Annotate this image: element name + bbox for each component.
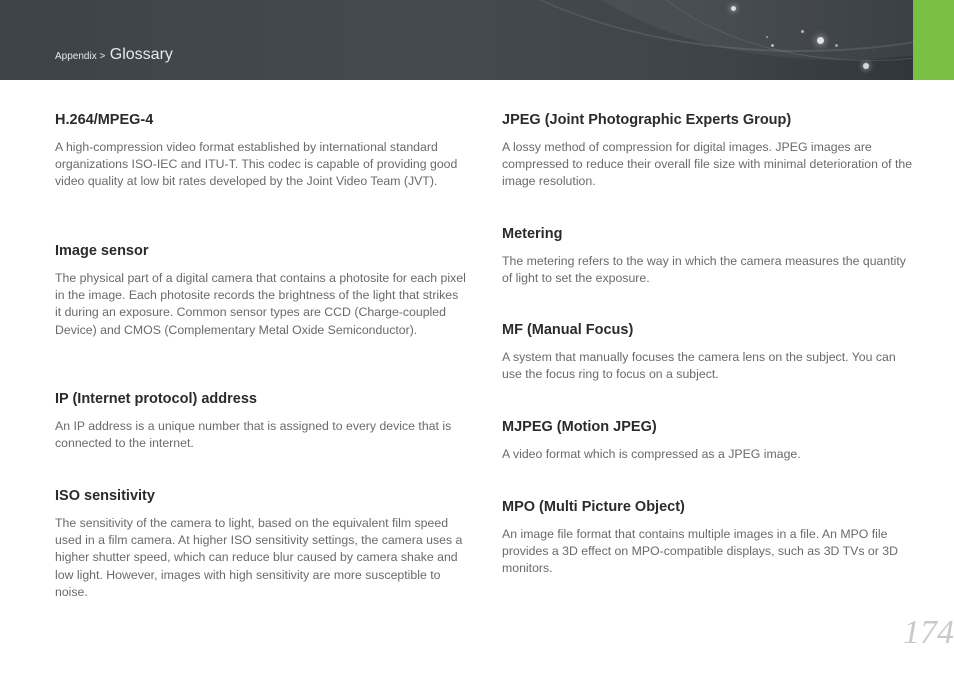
breadcrumb-parent[interactable]: Appendix >	[55, 51, 106, 62]
breadcrumb	[55, 46, 173, 64]
glossary-entry	[55, 487, 467, 601]
glossary-definition: A lossy method of compression for digital images. JPEG images are compressed to reduce their overall file size with minimal deterioration of the image resolution.	[502, 140, 913, 189]
sparkle-decoration	[817, 37, 824, 44]
glossary-definition: A system that manually focuses the camera lens on the subject. You can use the focus ring to focus on a subject.	[502, 350, 896, 382]
glossary-term: IP (Internet protocol) address	[55, 391, 257, 407]
glossary-term: H.264/MPEG-4	[55, 112, 154, 128]
glossary-entry	[502, 111, 914, 191]
glossary-entry	[502, 321, 914, 383]
glossary-definition: A high-compression video format established by international standard organizations ISO-IEC and ITU-T. This codec is capable of providing good video quality at low bit rates developed by the Joint Video Team (JVT).	[55, 140, 458, 189]
glossary-definition: A video format which is compressed as a JPEG image.	[502, 447, 801, 461]
sparkle-decoration	[863, 63, 869, 69]
sparkle-decoration	[766, 36, 768, 38]
glossary-entry	[502, 418, 914, 463]
page-number: 174	[903, 614, 954, 651]
glossary-definition: The physical part of a digital camera that contains a photosite for each pixel in the image. Each photosite records the brightness of the light that strikes it during an exposure. Common sensor types are CCD (Charge-coupled Device) and CMOS (Complementary Metal Oxide Semiconductor).	[55, 271, 466, 337]
glossary-term: Metering	[502, 226, 563, 242]
page-header	[0, 0, 954, 80]
glossary-entry	[55, 111, 467, 191]
glossary-entry	[502, 225, 914, 287]
glossary-definition: An IP address is a unique number that is assigned to every device that is connected to the internet.	[55, 419, 452, 451]
glossary-term: JPEG (Joint Photographic Experts Group)	[502, 112, 792, 128]
sparkle-decoration	[731, 6, 736, 11]
section-color-tab	[913, 0, 954, 80]
glossary-term: MJPEG (Motion JPEG)	[502, 419, 657, 435]
glossary-term: MF (Manual Focus)	[502, 322, 634, 338]
glossary-entry	[55, 390, 467, 452]
glossary-definition: The sensitivity of the camera to light, based on the equivalent film speed used in a film camera. At higher ISO sensitivity settings, the camera uses a higher shutter speed, which can reduce blur caused by camera shake and low light. However, images with high sensitivity are more susceptible to noise.	[55, 516, 463, 599]
glossary-term: Image sensor	[55, 243, 149, 259]
breadcrumb-current: Glossary	[109, 46, 173, 63]
glossary-term: MPO (Multi Picture Object)	[502, 499, 685, 515]
glossary-term: ISO sensitivity	[55, 488, 155, 504]
sparkle-decoration	[771, 44, 774, 47]
glossary-definition: The metering refers to the way in which the camera measures the quantity of light to set the exposure.	[502, 254, 906, 286]
sparkle-decoration	[801, 30, 804, 33]
glossary-definition: An image file format that contains multiple images in a file. An MPO file provides a 3D effect on MPO-compatible displays, such as 3D TVs or 3D monitors.	[502, 527, 898, 576]
sparkle-decoration	[835, 44, 838, 47]
glossary-entry	[55, 242, 467, 339]
glossary-entry	[502, 498, 914, 578]
